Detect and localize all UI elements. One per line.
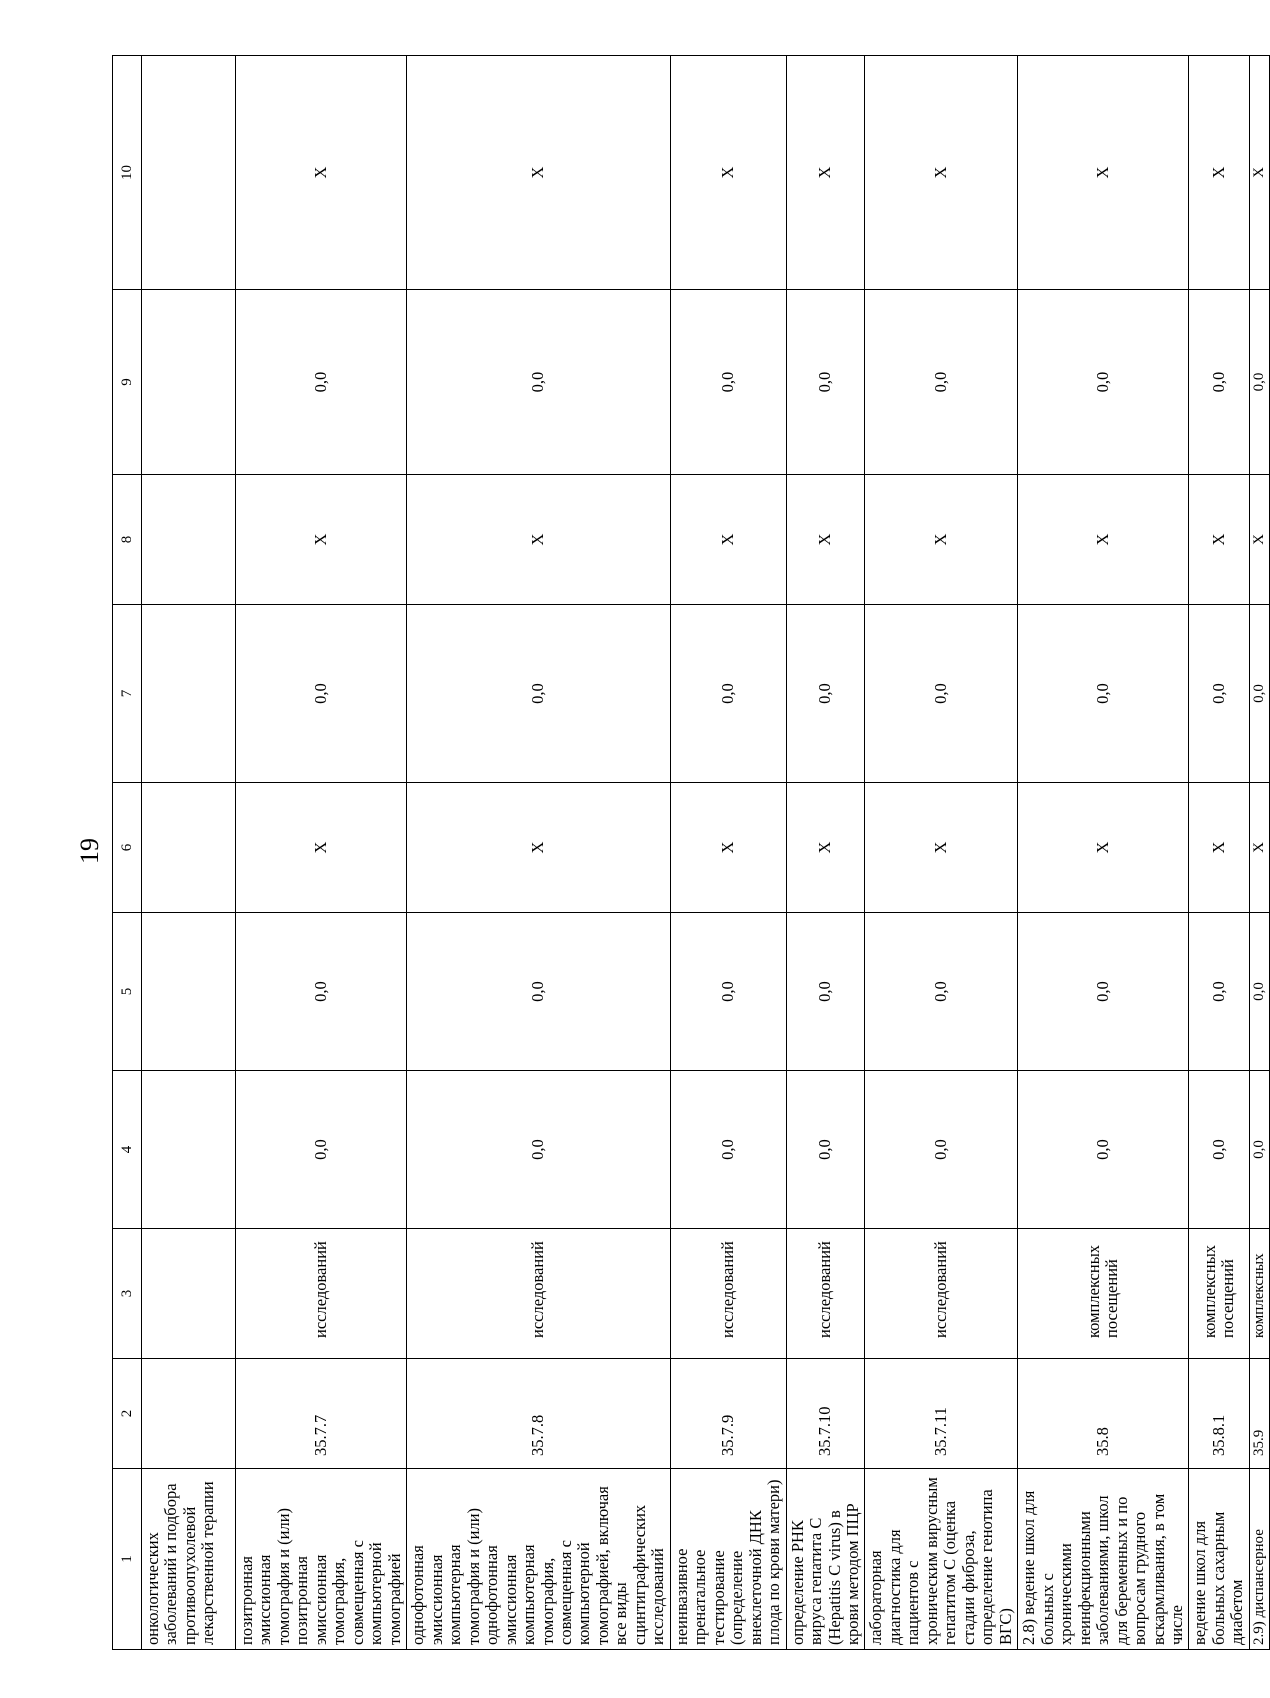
value-cell: 0,0: [786, 1071, 865, 1229]
unit-cell: комплексных посещений: [1018, 1229, 1189, 1359]
value-cell: X: [670, 56, 786, 290]
column-header: 10: [113, 56, 142, 290]
value-cell: 0,0: [1189, 605, 1249, 783]
indicator-name-cell: неинвазивное пренатальное тестирование (определение внеклеточной ДНК плода по крови матери): [670, 1469, 786, 1650]
value-cell: [142, 605, 236, 783]
value-cell: 0,0: [407, 913, 671, 1071]
header-row: [113, 56, 142, 1650]
data-table: [112, 55, 1270, 1650]
value-cell: 0,0: [236, 605, 407, 783]
column-header: 6: [113, 783, 142, 913]
value-cell: 0,0: [670, 913, 786, 1071]
indicator-name-cell: онкологических заболеваний и подбора противоопухолевой лекарственной терапии: [142, 1469, 236, 1650]
value-cell: X: [236, 56, 407, 290]
value-cell: 0,0: [865, 290, 1018, 475]
value-cell: 0,0: [865, 605, 1018, 783]
value-cell: 0,0: [1018, 290, 1189, 475]
value-cell: X: [236, 475, 407, 605]
column-header: 1: [113, 1469, 142, 1650]
indicator-name-cell: 2.9) диспансерное: [1249, 1469, 1269, 1650]
indicator-name-cell: однофотонная эмиссионная компьютерная томография и (или) однофотонная эмиссионная компьютерная томография, совмещенная с компьютерной томографией, включая все виды сцинтиграфических исследований: [407, 1469, 671, 1650]
value-cell: X: [670, 783, 786, 913]
row-code-cell: 35.7.9: [670, 1359, 786, 1469]
table-row: [142, 56, 236, 1650]
indicator-name-cell: ведение школ для больных сахарным диабетом: [1189, 1469, 1249, 1650]
value-cell: 0,0: [1189, 1071, 1249, 1229]
value-cell: 0,0: [1249, 1071, 1269, 1229]
column-header: 7: [113, 605, 142, 783]
value-cell: 0,0: [236, 290, 407, 475]
value-cell: 0,0: [1018, 605, 1189, 783]
value-cell: 0,0: [1249, 290, 1269, 475]
value-cell: 0,0: [670, 605, 786, 783]
value-cell: X: [1018, 56, 1189, 290]
value-cell: 0,0: [407, 290, 671, 475]
value-cell: 0,0: [236, 1071, 407, 1229]
value-cell: 0,0: [1189, 913, 1249, 1071]
page-number: 19: [75, 838, 104, 864]
value-cell: X: [1249, 783, 1269, 913]
value-cell: [142, 913, 236, 1071]
rotated-table-area: [112, 56, 1267, 1650]
value-cell: X: [786, 783, 865, 913]
value-cell: 0,0: [786, 290, 865, 475]
table-row: [786, 56, 865, 1650]
value-cell: [142, 56, 236, 290]
value-cell: X: [1018, 475, 1189, 605]
column-header: 8: [113, 475, 142, 605]
column-header: 2: [113, 1359, 142, 1469]
row-code-cell: 35.7.8: [407, 1359, 671, 1469]
unit-cell: исследований: [407, 1229, 671, 1359]
value-cell: X: [1249, 56, 1269, 290]
value-cell: 0,0: [865, 1071, 1018, 1229]
value-cell: 0,0: [786, 913, 865, 1071]
value-cell: X: [407, 475, 671, 605]
column-header: 4: [113, 1071, 142, 1229]
table-row: [865, 56, 1018, 1650]
value-cell: 0,0: [1018, 1071, 1189, 1229]
column-header: 3: [113, 1229, 142, 1359]
row-code-cell: [142, 1359, 236, 1469]
indicator-name-cell: определение РНК вируса гепатита С (Hepatitis C virus) в крови методом ПЦР: [786, 1469, 865, 1650]
table-row: [1018, 56, 1189, 1650]
value-cell: X: [670, 475, 786, 605]
unit-cell: [142, 1229, 236, 1359]
value-cell: X: [786, 475, 865, 605]
table-row: [236, 56, 407, 1650]
value-cell: X: [1189, 475, 1249, 605]
value-cell: X: [407, 56, 671, 290]
value-cell: X: [1018, 783, 1189, 913]
value-cell: 0,0: [236, 913, 407, 1071]
value-cell: [142, 783, 236, 913]
value-cell: 0,0: [1018, 913, 1189, 1071]
indicator-name-cell: лабораторная диагностика для пациентов с хроническим вирусным гепатитом С (оценка стадии фиброза, определение генотипа ВГС): [865, 1469, 1018, 1650]
column-header: 9: [113, 290, 142, 475]
indicator-name-cell: позитронная эмиссионная томография и (или) позитронная эмиссионная томография, совмещенная с компьютерной томографией: [236, 1469, 407, 1650]
value-cell: [142, 1071, 236, 1229]
value-cell: 0,0: [1249, 605, 1269, 783]
unit-cell: исследований: [865, 1229, 1018, 1359]
value-cell: X: [236, 783, 407, 913]
table-row: [1249, 56, 1269, 1650]
row-code-cell: 35.8.1: [1189, 1359, 1249, 1469]
value-cell: 0,0: [407, 1071, 671, 1229]
value-cell: X: [865, 783, 1018, 913]
value-cell: 0,0: [1189, 290, 1249, 475]
value-cell: X: [1189, 783, 1249, 913]
rotated-table-container: [112, 56, 1267, 1650]
row-code-cell: 35.7.7: [236, 1359, 407, 1469]
value-cell: X: [786, 56, 865, 290]
unit-cell: комплексных: [1249, 1229, 1269, 1359]
unit-cell: комплексных посещений: [1189, 1229, 1249, 1359]
value-cell: 0,0: [670, 290, 786, 475]
value-cell: X: [865, 475, 1018, 605]
indicator-name-cell: 2.8) ведение школ для больных с хроническими неинфекционными заболеваниями, школ для беременных и по вопросам грудного вскармливания, в том числе: [1018, 1469, 1189, 1650]
value-cell: [142, 290, 236, 475]
table-row: [670, 56, 786, 1650]
value-cell: X: [407, 783, 671, 913]
unit-cell: исследований: [670, 1229, 786, 1359]
unit-cell: исследований: [786, 1229, 865, 1359]
unit-cell: исследований: [236, 1229, 407, 1359]
value-cell: X: [1189, 56, 1249, 290]
value-cell: 0,0: [786, 605, 865, 783]
value-cell: X: [865, 56, 1018, 290]
value-cell: 0,0: [407, 605, 671, 783]
row-code-cell: 35.7.11: [865, 1359, 1018, 1469]
row-code-cell: 35.9: [1249, 1359, 1269, 1469]
column-header: 5: [113, 913, 142, 1071]
value-cell: [142, 475, 236, 605]
value-cell: 0,0: [865, 913, 1018, 1071]
row-code-cell: 35.8: [1018, 1359, 1189, 1469]
table-row: [407, 56, 671, 1650]
row-code-cell: 35.7.10: [786, 1359, 865, 1469]
value-cell: 0,0: [1249, 913, 1269, 1071]
value-cell: 0,0: [670, 1071, 786, 1229]
table-row: [1189, 56, 1249, 1650]
value-cell: X: [1249, 475, 1269, 605]
